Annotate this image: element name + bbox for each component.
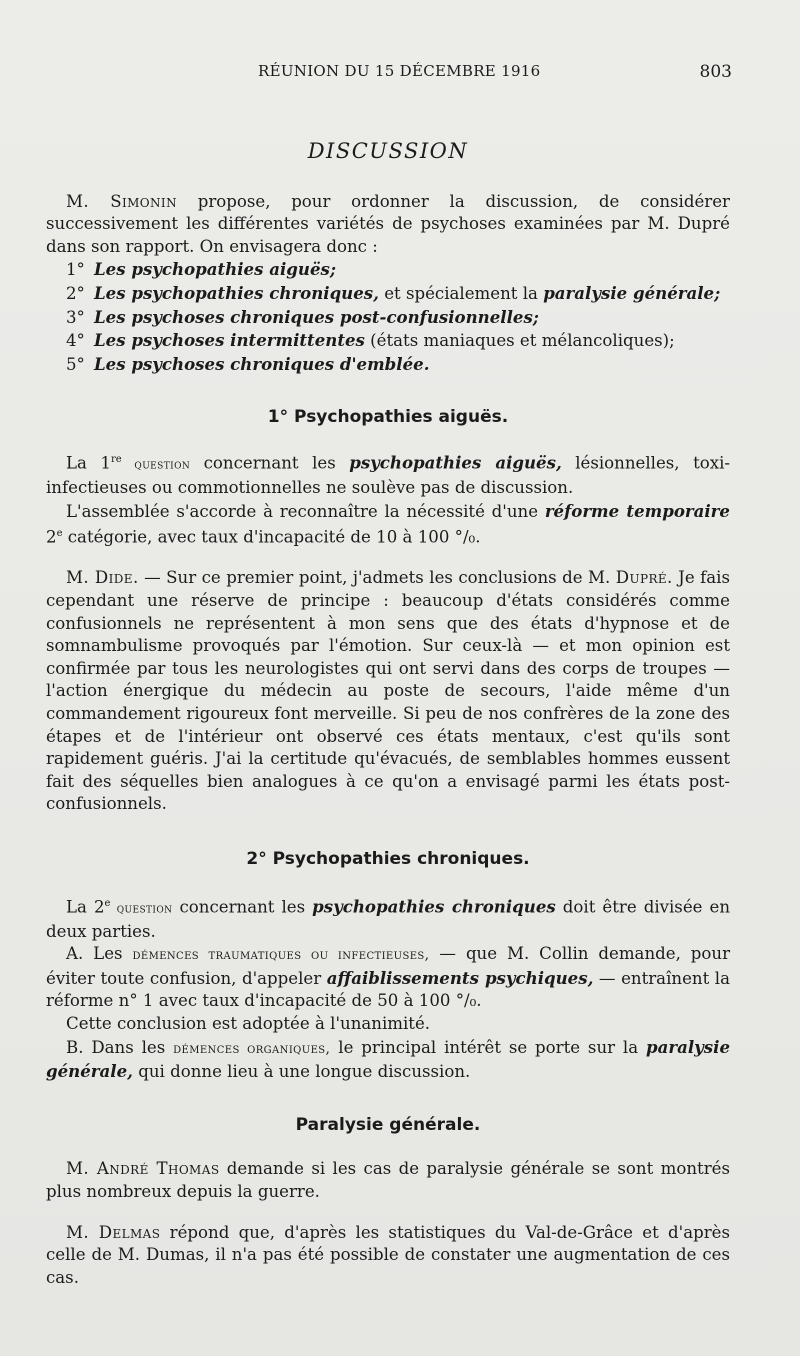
paragraph: B. Dans les démences organiques, le principal intérêt se porte sur la paralysie générale, qui donne lieu à une longue discussion. (46, 1036, 730, 1082)
paragraph: Cette conclusion est adoptée à l'unanimité. (66, 1014, 431, 1033)
section-title-paralysis: Paralysie générale. (295, 1114, 481, 1135)
dide-paragraph: M. Dide. — Sur ce premier point, j'admets les conclusions de M. Dupré. Je fais cependant une réserve de principe : beaucoup d'états considérés comme confusionnels ne représentent à mon sens que des états d'hypnose et de somnambulisme provoqués par l'émotion. Sur ceux-là — et mon opinion est confirmée par tous les neurologistes qui ont servi dans des corps de troupes — l'action énergique du médecin au poste de secours, l'aide même d'un commandement rigoureux font merveille. Si peu de nos confrères de la zone des étapes et de l'intérieur ont observé ces états mentaux, c'est qu'ils sont rapidement guéris. J'ai la certitude qu'évacués, de semblables hommes eussent fait des séquelles bien analogues à ce qu'on a envisagé parmi les états post-confusionnels. (46, 568, 730, 814)
section-title-chronic: 2° Psychopathies chroniques. (246, 848, 530, 869)
running-title: RÉUNION DU 15 DÉCEMBRE 1916 (258, 62, 541, 80)
list-item: 2° Les psychopathies chroniques, et spécialement la paralysie générale; (66, 282, 721, 303)
list-item: 5° Les psychoses chroniques d'emblée. (66, 353, 430, 374)
speaker-name: M. Delmas (66, 1222, 161, 1242)
speaker-name: M. Simonin (66, 191, 177, 211)
list-item: 1° Les psychopathies aiguës; (66, 259, 336, 280)
delmas-paragraph: M. Delmas répond que, d'après les statistiques du Val-de-Grâce et d'après celle de M. Dumas, il n'a pas été possible de constater une augmentation de ces cas. (46, 1222, 730, 1287)
speaker-name: M. Dide. (66, 568, 139, 588)
paragraph: L'assemblée s'accorde à reconnaître la nécessité d'une réforme temporaire 2e catégorie, avec taux d'incapacité de 10 à 100 °/₀. (46, 500, 730, 547)
paragraph: La 1re question concernant les psychopathies aiguës, lésionnelles, toxi-infectieuses ou commotionnelles ne soulève pas de discussion. (46, 452, 731, 498)
discussion-title: DISCUSSION (307, 139, 469, 163)
thomas-paragraph: M. André Thomas demande si les cas de paralysie générale se sont montrés plus nombreux depuis la guerre. (46, 1159, 730, 1201)
list-item: 3° Les psychoses chroniques post-confusionnelles; (66, 306, 539, 327)
page-content (46, 140, 730, 1289)
intro-paragraph (46, 191, 730, 259)
section-title-acute: 1° Psychopathies aiguës. (267, 407, 509, 428)
speaker-name: M. André Thomas (66, 1159, 220, 1179)
paragraph: A. Les démences traumatiques ou infectieuses, — que M. Collin demande, pour éviter toute confusion, d'appeler affaiblissements psychiques, — entraînent la réforme n° 1 avec taux d'incapacité de 50 à 100 °/₀. (46, 944, 730, 1011)
list-item: 4° Les psychoses intermittentes (états maniaques et mélancoliques); (66, 330, 675, 351)
page-number: 803 (699, 62, 732, 82)
intro-text: propose, pour ordonner la discussion, de considérer successivement les différentes variétés de psychoses examinées par M. Dupré dans son rapport. On envisagera donc : (46, 191, 730, 256)
page-header (0, 62, 800, 86)
paragraph: La 2e question concernant les psychopathies chroniques doit être divisée en deux parties. (46, 896, 731, 941)
topic-list (46, 258, 730, 376)
